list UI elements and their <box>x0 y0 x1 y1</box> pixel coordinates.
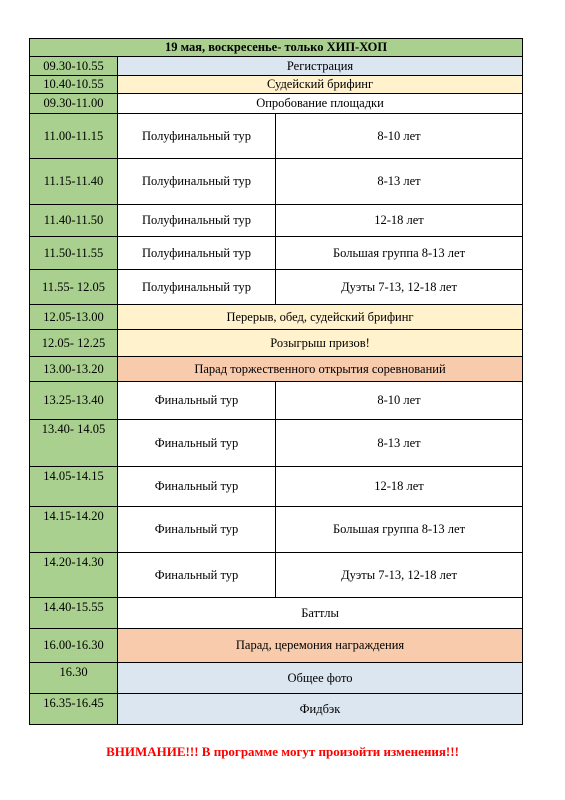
round-cell: Финальный тур <box>118 467 276 507</box>
schedule-row <box>30 598 523 629</box>
time-cell: 12.05- 12.25 <box>30 330 118 357</box>
time-cell: 11.50-11.55 <box>30 237 118 270</box>
time-cell: 11.40-11.50 <box>30 205 118 237</box>
event-cell: Регистрация <box>118 57 523 76</box>
schedule-row <box>30 205 523 237</box>
time-cell: 16.30 <box>30 663 118 694</box>
schedule-row <box>30 57 523 76</box>
event-cell: Судейский брифинг <box>118 76 523 94</box>
time-cell: 12.05-13.00 <box>30 305 118 330</box>
round-cell: Финальный тур <box>118 382 276 420</box>
event-cell: Парад торжественного открытия соревнований <box>118 357 523 382</box>
round-cell: Финальный тур <box>118 420 276 467</box>
event-cell: Фидбэк <box>118 694 523 725</box>
category-cell: Большая группа 8-13 лет <box>276 507 523 553</box>
time-cell: 11.15-11.40 <box>30 159 118 205</box>
round-cell: Полуфинальный тур <box>118 205 276 237</box>
schedule-row <box>30 382 523 420</box>
schedule-row <box>30 270 523 305</box>
category-cell: Большая группа 8-13 лет <box>276 237 523 270</box>
schedule-row <box>30 305 523 330</box>
schedule-row <box>30 159 523 205</box>
event-cell: Розыгрыш призов! <box>118 330 523 357</box>
event-cell: Баттлы <box>118 598 523 629</box>
category-cell: 8-10 лет <box>276 382 523 420</box>
time-cell: 14.05-14.15 <box>30 467 118 507</box>
time-cell: 16.35-16.45 <box>30 694 118 725</box>
category-cell: 12-18 лет <box>276 205 523 237</box>
category-cell: 12-18 лет <box>276 467 523 507</box>
time-cell: 11.55- 12.05 <box>30 270 118 305</box>
event-cell: Парад, церемония награждения <box>118 629 523 663</box>
time-cell: 14.15-14.20 <box>30 507 118 553</box>
category-cell: 8-13 лет <box>276 159 523 205</box>
round-cell: Полуфинальный тур <box>118 159 276 205</box>
category-cell: Дуэты 7-13, 12-18 лет <box>276 553 523 598</box>
schedule-row <box>30 629 523 663</box>
time-cell: 10.40-10.55 <box>30 76 118 94</box>
schedule-row <box>30 663 523 694</box>
schedule-row <box>30 330 523 357</box>
time-cell: 14.40-15.55 <box>30 598 118 629</box>
time-cell: 13.25-13.40 <box>30 382 118 420</box>
schedule-table <box>29 38 523 725</box>
time-cell: 09.30-10.55 <box>30 57 118 76</box>
schedule-row <box>30 114 523 159</box>
schedule-row <box>30 507 523 553</box>
schedule-row <box>30 553 523 598</box>
schedule-row <box>30 467 523 507</box>
schedule-row <box>30 237 523 270</box>
warning-notice: ВНИМАНИЕ!!! В программе могут произойти изменения!!! <box>106 744 459 759</box>
schedule-row <box>30 694 523 725</box>
schedule-header-row <box>30 39 523 57</box>
round-cell: Финальный тур <box>118 553 276 598</box>
round-cell: Полуфинальный тур <box>118 114 276 159</box>
time-cell: 11.00-11.15 <box>30 114 118 159</box>
time-cell: 13.00-13.20 <box>30 357 118 382</box>
time-cell: 16.00-16.30 <box>30 629 118 663</box>
event-cell: Общее фото <box>118 663 523 694</box>
schedule-row <box>30 94 523 114</box>
time-cell: 13.40- 14.05 <box>30 420 118 467</box>
round-cell: Финальный тур <box>118 507 276 553</box>
category-cell: 8-13 лет <box>276 420 523 467</box>
schedule-title: 19 мая, воскресенье- только ХИП-ХОП <box>30 39 523 57</box>
schedule-row <box>30 420 523 467</box>
time-cell: 09.30-11.00 <box>30 94 118 114</box>
schedule-row <box>30 76 523 94</box>
round-cell: Полуфинальный тур <box>118 270 276 305</box>
event-cell: Опробование площадки <box>118 94 523 114</box>
category-cell: 8-10 лет <box>276 114 523 159</box>
category-cell: Дуэты 7-13, 12-18 лет <box>276 270 523 305</box>
schedule-row <box>30 357 523 382</box>
event-cell: Перерыв, обед, судейский брифинг <box>118 305 523 330</box>
time-cell: 14.20-14.30 <box>30 553 118 598</box>
round-cell: Полуфинальный тур <box>118 237 276 270</box>
